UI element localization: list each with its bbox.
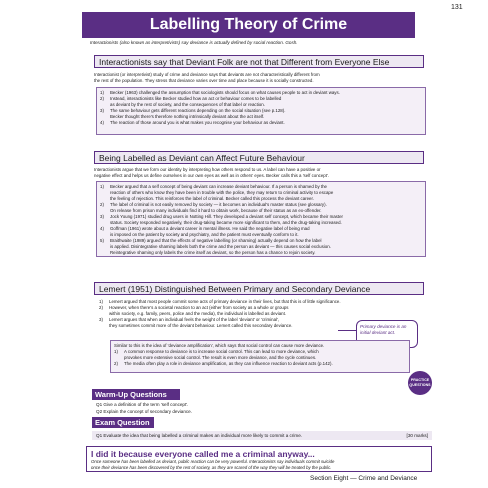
list-item: 3) The same behaviour gets different reactions depending on the social situation (see p.128). bbox=[100, 108, 286, 113]
list-item: the feeling of rejection. This reinforces the label of criminal. Becker called this process the deviant career. bbox=[110, 196, 314, 201]
list-item: reaction of others who know they have been in trouble with the police, they may return to criminal activity to escape bbox=[110, 190, 334, 195]
list-item: 4) Goffman (1961) wrote about a deviant career in mental illness. He said the negative label of being mad bbox=[100, 226, 310, 231]
list-item: Becker thought there's therefore nothing intrinsically deviant about the act itself. bbox=[110, 114, 265, 119]
list-item: is imposed on the patient by society and psychiatry, and the patient must eventually conform to it. bbox=[110, 232, 299, 237]
list-item: 3) Lemert argues that when an individual feels the weight of the label 'deviant' or 'criminal', bbox=[99, 317, 280, 322]
footer-section: Section Eight — Crime and Deviance bbox=[310, 475, 418, 482]
list-item: 3) Jock Young (1971) studied drug users in Notting Hill. They developed a deviant self concept, which became their master bbox=[100, 214, 343, 219]
intro-text: Interactionists (also known as interpretivists) say deviance is actually defined by social reaction. Gosh. bbox=[90, 40, 298, 45]
summary-title: I did it because everyone called me a criminal anyway... bbox=[91, 449, 315, 459]
section-heading-interactionists: Interactionists say that Deviant Folk are not that Different from Everyone Else bbox=[94, 55, 424, 68]
warmup-heading: Warm-Up Questions bbox=[92, 389, 180, 400]
amp-lead: Similar to this is the idea of 'deviance amplification', which says that social control can cause more deviance. bbox=[114, 343, 325, 348]
side-note-primary-deviance: Primary deviance is an initial deviant act. bbox=[356, 320, 418, 348]
list-item: provokes more extensive social control. The result is even more deviance, and the cycle continues. bbox=[124, 355, 317, 360]
section-heading-lemert: Lemert (1951) Distinguished Between Primary and Secondary Deviance bbox=[94, 282, 424, 295]
section2-paragraph bbox=[94, 167, 424, 179]
paragraph-line: negative effect and helps us define ourselves in our own eyes as well as in others' eyes. Becker calls this a 'self concept'. bbox=[94, 173, 330, 178]
list-item: 2) The label of criminal is not easily removed by society — it becomes an individual's master status (see glossary). bbox=[100, 202, 327, 207]
list-item: within society, e.g. family, peers, police and the media), the individual is labelled as deviant. bbox=[109, 311, 287, 316]
list-item: status. Society responded negatively, their drug-taking became more significant to them, and the drug-taking increased. bbox=[110, 220, 342, 225]
list-item: 1) Becker (1963) challenged the assumption that sociologists should focus on what causes people to act in deviant ways. bbox=[100, 90, 340, 95]
list-item: they sometimes commit more of the deviant behaviour. Lemert called this secondary deviance. bbox=[109, 323, 293, 328]
practice-questions-badge: PRACTICE QUESTIONS bbox=[408, 371, 432, 395]
warmup-question: Q1 Give a definition of the term 'self concept'. bbox=[96, 402, 189, 407]
summary-line: Once someone has been labelled as deviant, public reaction can be very powerful. Interactionists say individuals commit suicide bbox=[91, 459, 335, 464]
section-heading-labelled: Being Labelled as Deviant can Affect Future Behaviour bbox=[94, 151, 424, 164]
page-title: Labelling Theory of Crime bbox=[82, 12, 415, 38]
section1-list bbox=[96, 87, 426, 135]
list-item: 2) Instead, interactionists like Becker studied how an act or behaviour comes to be labelled bbox=[100, 96, 282, 101]
section3-list bbox=[96, 297, 341, 337]
list-item: 2) The media often play a role in deviance amplification, as they can influence reaction to deviant acts (p.142). bbox=[114, 361, 333, 366]
list-item: 5) Braithwaite (1989) argued that the effects of negative labelling (or shaming) actually depend on how the label bbox=[100, 238, 322, 243]
list-item: 1) A common response to deviance is to increase social control. This can lead to more deviance, which bbox=[114, 349, 319, 354]
paragraph-line: the rest of the population. They stress that deviance varies over time and place because it is socially constructed. bbox=[94, 78, 314, 83]
list-item: 1) Lemert argued that most people commit some acts of primary deviance in their lives, but that this is of little significance. bbox=[99, 299, 341, 304]
summary-box bbox=[86, 446, 432, 472]
exam-marks: [30 marks] bbox=[406, 433, 428, 438]
section1-paragraph bbox=[94, 72, 424, 84]
section2-list bbox=[96, 181, 426, 257]
paragraph-line: Interactionists argue that we form our identity by interpreting how others respond to us. A label can have a positive or bbox=[94, 167, 321, 172]
list-item: is applied. Disintegrative shaming labels both the crime and the person as deviant — this causes social exclusion. bbox=[110, 244, 331, 249]
note-connector bbox=[338, 330, 356, 331]
paragraph-line: Interactionist (or interpretivist) study of crime and deviance says that deviants are not characteristically different from bbox=[94, 72, 320, 77]
warmup-question: Q2 Explain the concept of secondary deviance. bbox=[96, 409, 193, 414]
exam-question: Q1 Evaluate the idea that being labelled a criminal makes an individual more likely to commit a crime. [30 marks] bbox=[92, 431, 432, 440]
list-item: On release from prison many individuals find it hard to obtain work, because of their status as an ex-offender. bbox=[110, 208, 322, 213]
list-item: 2) However, when there's a societal reaction to an act (either from society as a whole or groups bbox=[99, 305, 289, 310]
list-item: 4) The reaction of those around you is what makes you recognise your behaviour as deviant. bbox=[100, 120, 285, 125]
list-item: Reintegrative shaming only labels the crime itself as deviant, so the person has a chance to rejoin society. bbox=[110, 250, 316, 255]
exam-heading: Exam Question bbox=[92, 417, 154, 428]
list-item: as deviant by the rest of society, and the consequences of that label or reaction. bbox=[110, 102, 265, 107]
deviance-amplification-box bbox=[110, 340, 410, 373]
list-item: 1) Becker argued that a self concept of being deviant can increase deviant behaviour. If a person is shamed by the bbox=[100, 184, 327, 189]
page-number: 131 bbox=[451, 4, 463, 11]
summary-line: once their deviance has been discovered by the rest of society, as they are scared of the way they will be treated by the public. bbox=[91, 464, 332, 470]
